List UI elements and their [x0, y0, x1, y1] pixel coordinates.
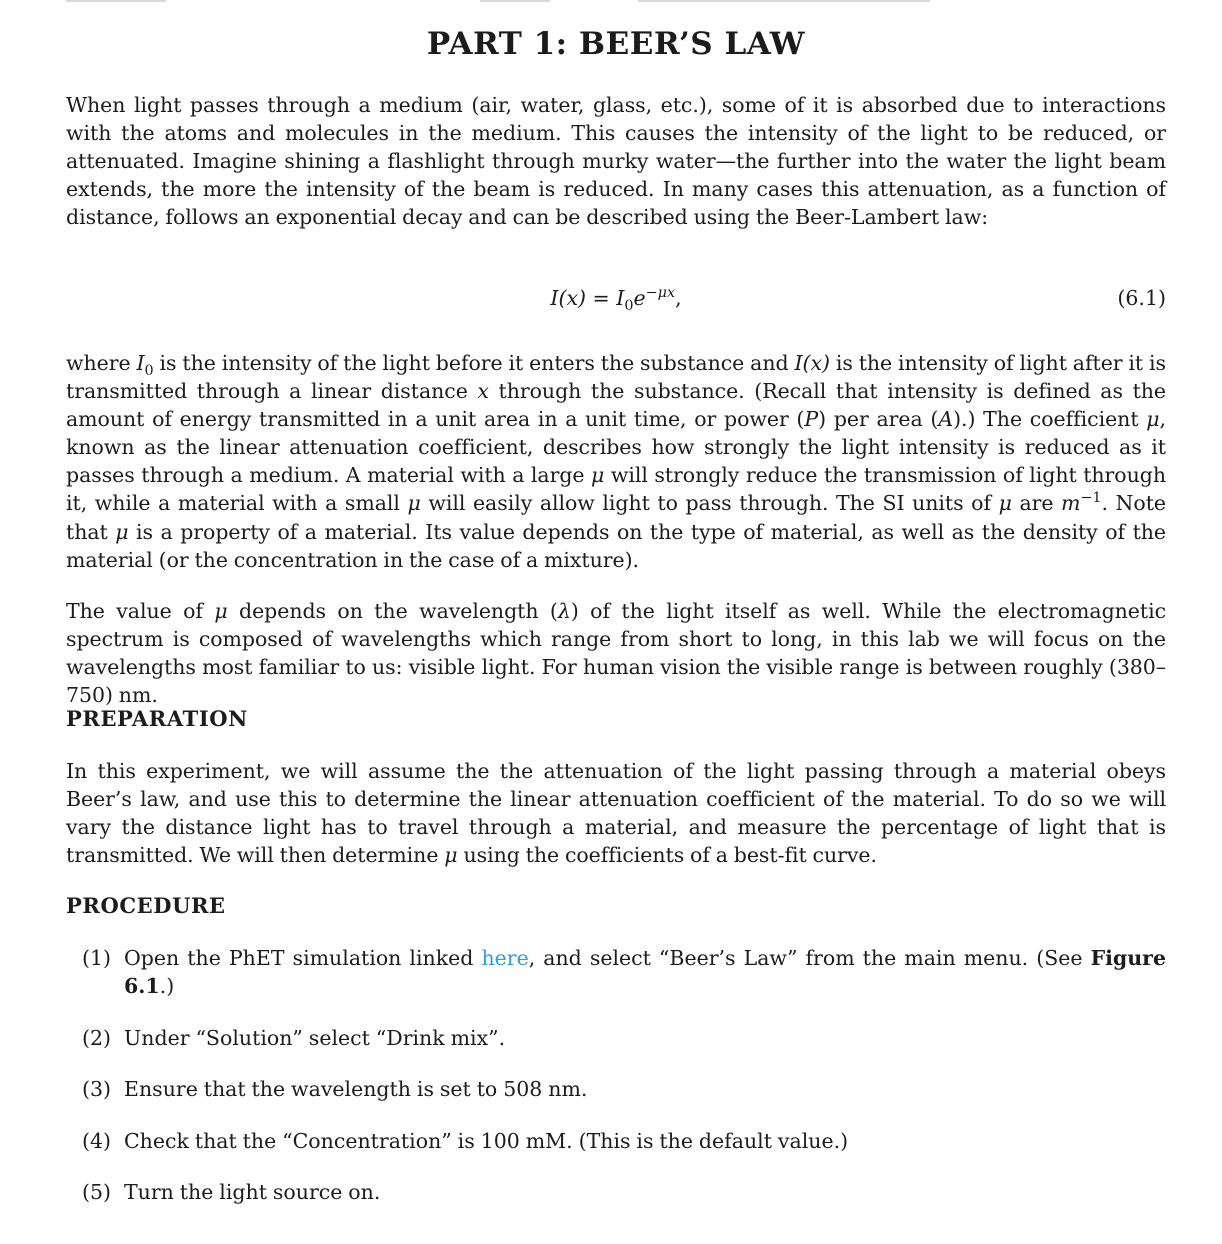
step-number: (3): [82, 1077, 112, 1101]
procedure-step-2: [82, 1024, 1166, 1052]
step-text: Ensure that the wavelength is set to 508 nm.: [124, 1077, 588, 1101]
phet-simulation-link[interactable]: here: [481, 946, 529, 970]
beer-lambert-equation: [66, 282, 1166, 314]
equation-i0: I: [616, 286, 625, 310]
procedure-step-4: [82, 1127, 1166, 1155]
equation-equals: =: [586, 286, 617, 310]
step-number: (4): [82, 1129, 112, 1153]
step-number: (1): [82, 946, 112, 970]
procedure-step-5: [82, 1178, 1166, 1206]
procedure-step-1: [82, 944, 1166, 1000]
procedure-step-3: [82, 1075, 1166, 1103]
procedure-heading: PROCEDURE: [66, 893, 226, 918]
step-number: (2): [82, 1026, 112, 1050]
equation-number: (6.1): [1117, 286, 1166, 310]
equation-exponent: −μx: [645, 285, 676, 302]
top-rule-left: [66, 0, 166, 2]
figure-reference: Figure 6.1: [124, 946, 1166, 999]
top-rule-center: [480, 0, 550, 2]
equation-expression: [66, 282, 1166, 314]
step-text: Open the PhET simulation linked here, and select “Beer’s Law” from the main menu. (See Figure 6.1.): [124, 946, 1166, 999]
step-text: Check that the “Concentration” is 100 mM. (This is the default value.): [124, 1129, 849, 1153]
page-title: PART 1: BEER’S LAW: [426, 26, 806, 62]
step-number: (5): [82, 1180, 112, 1204]
step-text: Turn the light source on.: [124, 1180, 381, 1204]
equation-e: e: [633, 286, 646, 310]
equation-lhs: I(x): [550, 286, 587, 310]
intro-paragraph: When light passes through a medium (air, water, glass, etc.), some of it is absorbed due to interactions with the atoms and molecules in the medium. This causes the intensity of the light to be reduced, or attenuated. Imagine shining a flashlight through murky water—the further into the water the light beam extends, the more the intensity of the beam is reduced. In many cases this attenuation, as a function of distance, follows an exponential decay and can be described using the Beer-Lambert law:: [66, 93, 1166, 230]
preparation-heading: PREPARATION: [66, 706, 248, 731]
preparation-paragraph: In this experiment, we will assume the the attenuation of the light passing through a material obeys Beer’s law, and use this to determine the linear attenuation coefficient of the material. To do so we will vary the distance light has to travel through a material, and measure the percentage of light that is transmitted. We will then determine μ using the coefficients of a best-fit curve.: [66, 759, 1166, 868]
wavelength-paragraph: The value of μ depends on the wavelength (λ) of the light itself as well. While the electromagnetic spectrum is composed of wavelengths which range from short to long, in this lab we will focus on the wavelengths most familiar to us: visible light. For human vision the visible range is between roughly (380–750) nm.: [66, 599, 1167, 708]
explanation-paragraph: where $I_0$ is the intensity of the light before it enters the substance and I(x) is the intensity of light after it is transmitted through a linear distance x through the substance. (Recall that intensity is defined as the amount of energy transmitted in a unit area in a unit time, or power (P) per area (A).) The coefficient μ, known as the linear attenuation coefficient, describes how strongly the light intensity is reduced as it passes through a medium. A material with a large μ will strongly reduce the transmission of light through it, while a material with a small μ will easily allow light to pass through. The SI units of μ are $m^{-1}$. Note that μ is a property of a material. Its value depends on the type of material, as well as the density of the material (or the concentration in the case of a mixture).: [66, 351, 1166, 572]
equation-i0-subscript: 0: [624, 298, 634, 315]
step-text: Under “Solution” select “Drink mix”.: [124, 1026, 506, 1050]
equation-comma: ,: [675, 286, 682, 310]
top-rule-right: [638, 0, 930, 2]
